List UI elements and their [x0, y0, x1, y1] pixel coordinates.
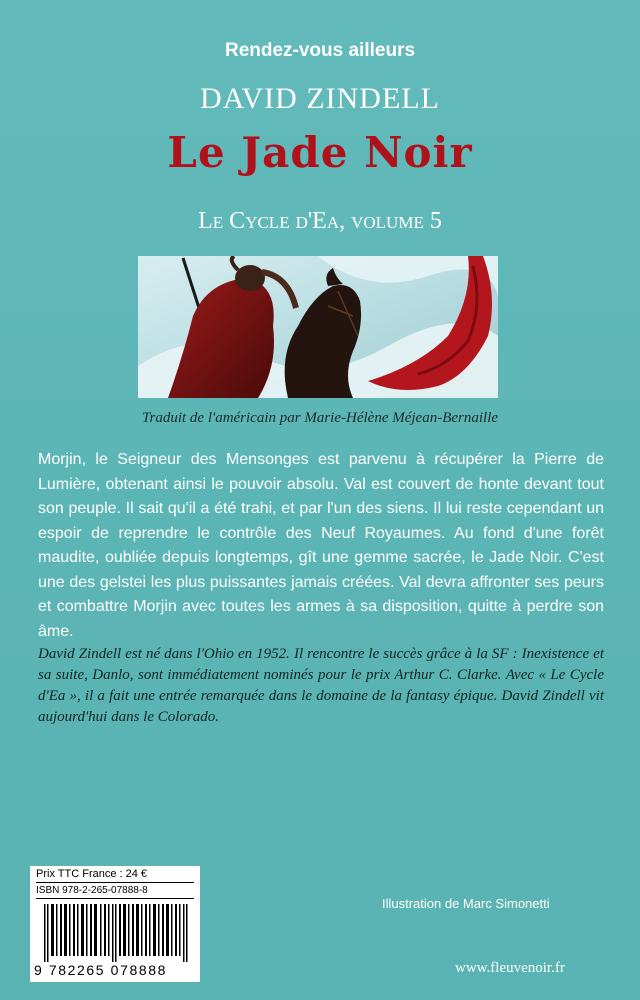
book-summary: Morjin, le Seigneur des Mensonges est parvenu à récupérer la Pierre de Lumière, obtenant ainsi le pouvoir absolu. Val est couvert de honte devant tout son peuple. Il sait qu'il a été trahi, et par l'un des siens. Il lui reste cependant un espoir de reprendre le contrôle des Neuf Royaumes. Au fond d'une forêt maudite, oubliée depuis longtemps, gît une gemme sacrée, le Jade Noir. C'est une des gelstei les plus puissantes jamais créées. Val devra affronter ses peurs et combattre Morjin avec toutes les armes à sa disposition, quitte à perdre son âme. — [38, 451, 604, 640]
book-title: Le Jade Noir — [167, 128, 473, 177]
series-name: Rendez-vous ailleurs — [224, 40, 416, 61]
illustration-credit: Illustration de Marc Simonetti — [382, 896, 550, 911]
cover-illustration — [138, 256, 498, 398]
price: Prix TTC France : 24 € — [36, 868, 194, 883]
translator-credit: Traduit de l'américain par Marie-Hélène Méjean-Bernaille — [141, 410, 499, 426]
ean-number: 9 782265 078888 — [34, 962, 167, 978]
cycle-volume: Le Cycle d'Ea, volume 5 — [198, 208, 442, 234]
author-name: DAVID ZINDELL — [200, 82, 440, 115]
isbn: ISBN 978-2-265-07888-8 — [36, 885, 194, 899]
publisher-website: www.fleuvenoir.fr — [455, 960, 565, 976]
barcode-label — [30, 866, 200, 982]
barcode — [42, 904, 192, 962]
author-bio: David Zindell est né dans l'Ohio en 1952. Il rencontre le succès grâce à la SF : Inexistence et sa suite, Danlo, sont immédiatement nominés pour le prix Arthur C. Clarke. Avec « Le Cycle d'Ea », il a fait une entrée remarquée dans le domaine de la fantasy épique. David Zindell vit aujourd'hui dans le Colorado. — [38, 646, 604, 725]
